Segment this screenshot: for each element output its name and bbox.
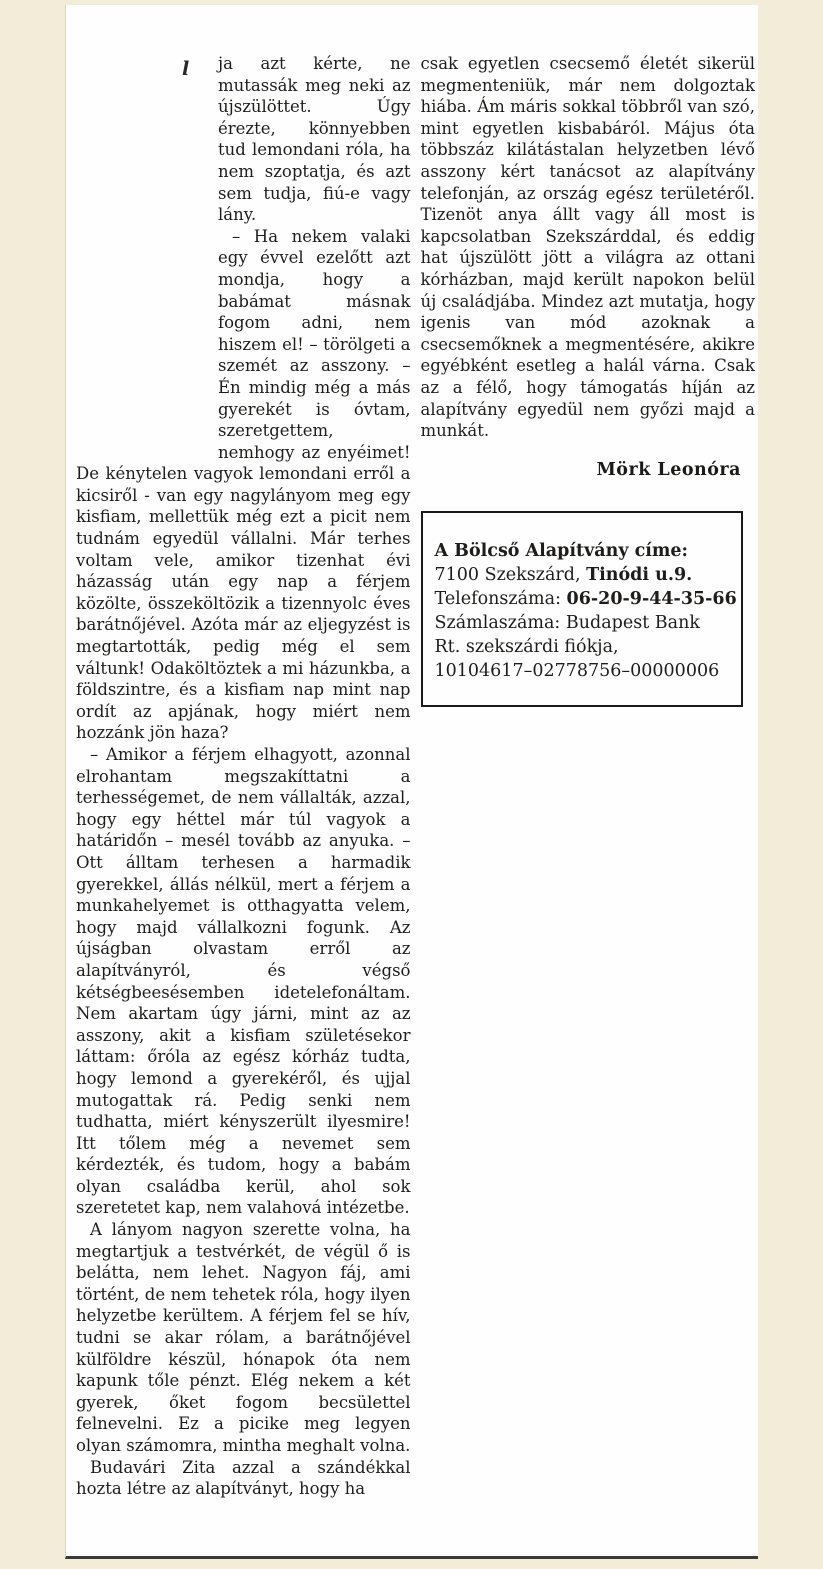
article-paragraph: Budavári Zita azzal a szándékkal hozta létre az alapítványt, hogy ha: [76, 1457, 411, 1499]
author-signature: Mörk Leonóra: [596, 459, 741, 480]
phone-number: 06-20-9-44-35-66: [566, 589, 737, 610]
address-street: Tinódi u.9.: [586, 565, 693, 586]
address-prefix: 7100 Szekszárd,: [434, 565, 587, 586]
article-paragraph: – Ha nekem valaki egy évvel ezelőtt azt mondja, hogy a babámat másnak fogom adni, nem hiszem el! – törölgeti a szemét az asszony. – Én mindig még a más gyerekét is óvtam, szeretgettem, nemhogy az enyéimet! De kénytelen vagyok lemondani erről a kicsiről - van egy nagylányom meg egy kisfiam, mellettük még ezt a picit nem tudnám egyedül vállalni. Már terhes voltam vele, amikor tizenhat évi házasság után egy nap a férjem közölte, összeköltözik a tizennyolc éves barátnőjével. Azóta már az eljegyzést is megtartották, pedig még el sem váltunk! Odaköltöztek a mi házunkba, a földszintre, és a kisfiam nap mint nap ordít az apjának, hogy miért nem hozzánk jön haza?: [76, 226, 411, 743]
info-box-account-number: 10104617–02778756–00000006: [434, 661, 720, 682]
stray-margin-mark: l: [182, 58, 190, 80]
info-box-account-line1: Számlaszáma: Budapest Bank: [434, 613, 700, 634]
magazine-page: [65, 5, 758, 1559]
info-box-title: A Bölcső Alapítvány címe:: [434, 541, 688, 562]
foundation-info-box: [421, 511, 743, 707]
info-box-phone: [434, 587, 737, 611]
article-paragraph: – Amikor a férjem elhagyott, azonnal elrohantam megszakíttatni a terhességemet, de nem vállalták, azzal, hogy egy héttel már túl vagyok a határidőn – mesél tovább az anyuka. – Ott álltam terhesen a harmadik gyerekkel, állás nélkül, mert a férjem a munkahelyemet is otthagyatta velem, hogy majd vállalkozni fogunk. Az újságban olvastam erről az alapítványról, és végső kétségbeesésemben idetelefonáltam. Nem akartam úgy járni, mint az az asszony, akit a kisfiam születésekor láttam: őróla az egész kórház tudta, hogy lemond a gyerekéről, és ujjal mutogattak rá. Pedig senki nem tudhatta, miért kényszerült ilyesmire! Itt tőlem még a nevemet sem kérdezték, és tudom, hogy a babám olyan családba kerül, ahol sok szeretetet kap, nem valahová intézetbe.: [76, 745, 411, 1218]
right-column: [421, 53, 756, 1500]
article-paragraph-continuation: ja azt kérte, ne mutassák meg neki az újszülöttet. Úgy érezte, könnyebben tud lemondani róla, ha nem szoptatja, és azt sem tudja, fiú-e vagy lány.: [218, 54, 411, 225]
info-box-account-line2: Rt. szekszárdi fiókja,: [434, 637, 619, 658]
phone-label: Telefonszáma:: [434, 589, 567, 610]
left-column: [76, 53, 411, 1500]
article-paragraph-continuation: csak egyetlen csecsemő életét sikerül megmenteniük, már nem dolgoztak hiába. Ám máris sokkal többről van szó, mint egyetlen kisbabáról. Május óta többszáz kilátástalan helyzetben lévő asszony kért tanácsot az alapítvány telefonján, az ország egész területéről. Tizenöt anya állt vagy áll most is kapcsolatban Szekszárddal, és eddig hat újszülött jött a világra az ottani kórházban, majd került napokon belül új családjába. Mindez azt mutatja, hogy igenis van mód azoknak a csecsemőknek a megmentésére, akikre egyébként esetleg a halál várna. Csak az a félő, hogy támogatás híján az alapítvány egyedül nem győzi majd a munkát.: [420, 54, 755, 441]
article-columns: [66, 5, 758, 1500]
article-paragraph: A lányom nagyon szerette volna, ha megtartjuk a testvérkét, de végül ő is belátta, nem lehet. Nagyon fáj, ami történt, de nem tehetek róla, hogy ilyen helyzetbe kerültem. A férjem fel se hív, tudni se akar rólam, a barátnőjével külföldre készül, hónapok óta nem kapunk tőle pénzt. Elég nekem a két gyerek, őket fogom becsülettel felnevelni. Ez a picike meg legyen olyan számomra, mintha meghalt volna.: [76, 1220, 411, 1455]
photo-cutout-area: [76, 53, 218, 442]
info-box-address: [435, 563, 731, 587]
